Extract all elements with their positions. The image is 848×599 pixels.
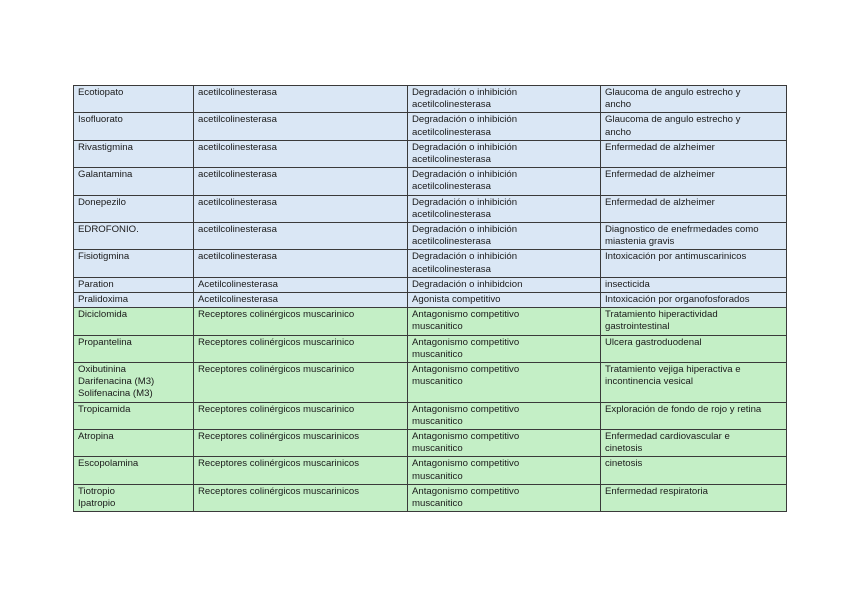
use-cell-line: Tratamiento vejiga hiperactiva e [605,364,741,376]
drug-table [73,85,787,512]
use-cell [601,363,787,403]
target-cell [194,140,408,167]
mechanism-cell-line: Degradación o inhibición [412,169,518,181]
target-cell-text: Receptores colinérgicos muscarinicos [198,485,360,497]
table-row [74,484,787,511]
target-cell [194,430,408,457]
mechanism-cell-line: muscanitico [412,443,463,455]
mechanism-cell [408,140,601,167]
use-cell [601,457,787,484]
use-cell-line: ancho [605,126,632,138]
mechanism-cell-line: Antagonismo competitivo [412,485,520,497]
use-cell [601,402,787,429]
drug-cell [74,250,194,277]
drug-cell-line: Fisiotigmina [78,251,130,263]
mechanism-cell [408,402,601,429]
target-cell [194,457,408,484]
mechanism-cell-line: acetilcolinesterasa [412,181,491,193]
target-cell [194,308,408,335]
target-cell-text: Receptores colinérgicos muscarinicos [198,458,360,470]
table-row [74,168,787,195]
drug-cell [74,293,194,308]
mechanism-cell-line: Antagonismo competitivo [412,431,520,443]
use-cell-line: Intoxicación por antimuscarinicos [605,251,747,263]
drug-cell [74,277,194,292]
target-cell-text: Receptores colinérgicos muscarinico [198,336,355,348]
mechanism-cell [408,195,601,222]
mechanism-cell-line: Degradación o inhibición [412,114,518,126]
drug-cell-line: Paration [78,278,114,290]
drug-cell [74,363,194,403]
mechanism-cell-line: acetilcolinesterasa [412,236,491,248]
drug-cell-line: Diciclomida [78,309,128,321]
target-cell [194,86,408,113]
mechanism-cell [408,168,601,195]
mechanism-cell-line: acetilcolinesterasa [412,208,491,220]
drug-cell-line: Escopolamina [78,458,139,470]
mechanism-cell [408,457,601,484]
use-cell-line: incontinencia vesical [605,376,693,388]
drug-cell-line: Darifenacina (M3) [78,376,155,388]
use-cell [601,250,787,277]
use-cell-line: Exploración de fondo de rojo y retina [605,403,762,415]
mechanism-cell [408,363,601,403]
mechanism-cell [408,335,601,362]
mechanism-cell-line: Degradación o inhibición [412,224,518,236]
target-cell [194,277,408,292]
target-cell [194,484,408,511]
mechanism-cell-line: Agonista competitivo [412,294,501,306]
drug-cell [74,140,194,167]
table-body [74,86,787,512]
drug-cell-line: Oxibutinina [78,364,126,376]
drug-cell-line: Ipatropio [78,498,116,510]
use-cell [601,140,787,167]
table-row [74,86,787,113]
mechanism-cell-line: Antagonismo competitivo [412,364,520,376]
table-row [74,308,787,335]
mechanism-cell-line: Degradación o inhibidcion [412,278,523,290]
drug-cell [74,402,194,429]
drug-cell [74,113,194,140]
drug-cell [74,195,194,222]
mechanism-cell-line: Degradación o inhibición [412,251,518,263]
drug-cell-line: Tiotropio [78,485,115,497]
drug-cell-line: Donepezilo [78,196,127,208]
mechanism-cell-line: acetilcolinesterasa [412,154,491,166]
target-cell [194,293,408,308]
use-cell-line: Enfermedad de alzheimer [605,196,715,208]
target-cell-text: Receptores colinérgicos muscarinico [198,364,355,376]
drug-cell-line: Pralidoxima [78,294,129,306]
target-cell-text: acetilcolinesterasa [198,169,277,181]
mechanism-cell-line: muscanitico [412,321,463,333]
mechanism-cell-line: Degradación o inhibición [412,141,518,153]
use-cell [601,195,787,222]
use-cell-line: cinetosis [605,443,643,455]
use-cell-line: Diagnostico de enefrmedades como [605,224,759,236]
drug-cell [74,223,194,250]
mechanism-cell [408,430,601,457]
drug-cell [74,430,194,457]
table-row [74,277,787,292]
mechanism-cell-line: acetilcolinesterasa [412,263,491,275]
target-cell-text: Acetilcolinesterasa [198,278,278,290]
mechanism-cell [408,250,601,277]
mechanism-cell [408,86,601,113]
table-row [74,250,787,277]
target-cell-text: acetilcolinesterasa [198,224,277,236]
mechanism-cell [408,308,601,335]
target-cell-text: Acetilcolinesterasa [198,294,278,306]
target-cell [194,402,408,429]
use-cell-line: Glaucoma de angulo estrecho y [605,87,741,98]
target-cell [194,363,408,403]
use-cell [601,168,787,195]
drug-cell [74,335,194,362]
mechanism-cell-line: muscanitico [412,470,463,482]
use-cell-line: insecticida [605,278,650,290]
table-row [74,363,787,403]
use-cell [601,430,787,457]
mechanism-cell-line: acetilcolinesterasa [412,126,491,138]
use-cell-line: Intoxicación por organofosforados [605,294,750,306]
mechanism-cell-line: muscanitico [412,348,463,360]
target-cell-text: acetilcolinesterasa [198,141,277,153]
table-row [74,223,787,250]
use-cell [601,86,787,113]
use-cell [601,308,787,335]
use-cell [601,223,787,250]
use-cell-line: Enfermedad cardiovascular e [605,431,730,443]
use-cell-line: Enfermedad de alzheimer [605,141,715,153]
use-cell [601,335,787,362]
target-cell-text: Receptores colinérgicos muscarinico [198,403,355,415]
mechanism-cell [408,293,601,308]
mechanism-cell [408,277,601,292]
drug-cell-line: EDROFONIO. [78,224,139,236]
use-cell [601,277,787,292]
table-row [74,113,787,140]
mechanism-cell [408,484,601,511]
table-row [74,430,787,457]
drug-cell-line: Propantelina [78,336,132,348]
mechanism-cell-line: muscanitico [412,498,463,510]
mechanism-cell-line: Antagonismo competitivo [412,403,520,415]
target-cell-text: acetilcolinesterasa [198,87,277,98]
drug-cell [74,308,194,335]
use-cell-line: Tratamiento hiperactividad [605,309,718,321]
drug-cell-line: Galantamina [78,169,133,181]
drug-cell [74,86,194,113]
table-row [74,195,787,222]
table-row [74,457,787,484]
target-cell [194,250,408,277]
mechanism-cell-line: Degradación o inhibición [412,196,518,208]
mechanism-cell-line: Degradación o inhibición [412,87,518,98]
drug-cell-line: Solifenacina (M3) [78,388,153,400]
use-cell-line: miastenia gravis [605,236,675,248]
mechanism-cell [408,113,601,140]
target-cell [194,335,408,362]
drug-cell [74,168,194,195]
use-cell-line: Glaucoma de angulo estrecho y [605,114,741,126]
drug-cell-line: Tropicamida [78,403,131,415]
target-cell-text: acetilcolinesterasa [198,251,277,263]
mechanism-cell-line: Antagonismo competitivo [412,458,520,470]
use-cell [601,484,787,511]
table-row [74,335,787,362]
use-cell [601,113,787,140]
table-row [74,402,787,429]
table-row [74,293,787,308]
target-cell [194,168,408,195]
use-cell-line: gastrointestinal [605,321,670,333]
mechanism-cell [408,223,601,250]
drug-cell [74,484,194,511]
use-cell [601,293,787,308]
target-cell-text: acetilcolinesterasa [198,196,277,208]
use-cell-line: Enfermedad respiratoria [605,485,708,497]
mechanism-cell-line: Antagonismo competitivo [412,336,520,348]
mechanism-cell-line: Antagonismo competitivo [412,309,520,321]
target-cell [194,223,408,250]
drug-cell-line: Isofluorato [78,114,123,126]
mechanism-cell-line: muscanitico [412,376,463,388]
target-cell-text: Receptores colinérgicos muscarinico [198,309,355,321]
mechanism-cell-line: muscanitico [412,415,463,427]
drug-cell-line: Ecotiopato [78,87,124,98]
drug-cell-line: Rivastigmina [78,141,133,153]
use-cell-line: Ulcera gastroduodenal [605,336,702,348]
table-row [74,140,787,167]
target-cell [194,113,408,140]
target-cell-text: acetilcolinesterasa [198,114,277,126]
target-cell-text: Receptores colinérgicos muscarinicos [198,431,360,443]
use-cell-line: Enfermedad de alzheimer [605,169,715,181]
use-cell-line: ancho [605,99,632,111]
target-cell [194,195,408,222]
mechanism-cell-line: acetilcolinesterasa [412,99,491,111]
use-cell-line: cinetosis [605,458,643,470]
drug-cell-line: Atropina [78,431,114,443]
drug-cell [74,457,194,484]
